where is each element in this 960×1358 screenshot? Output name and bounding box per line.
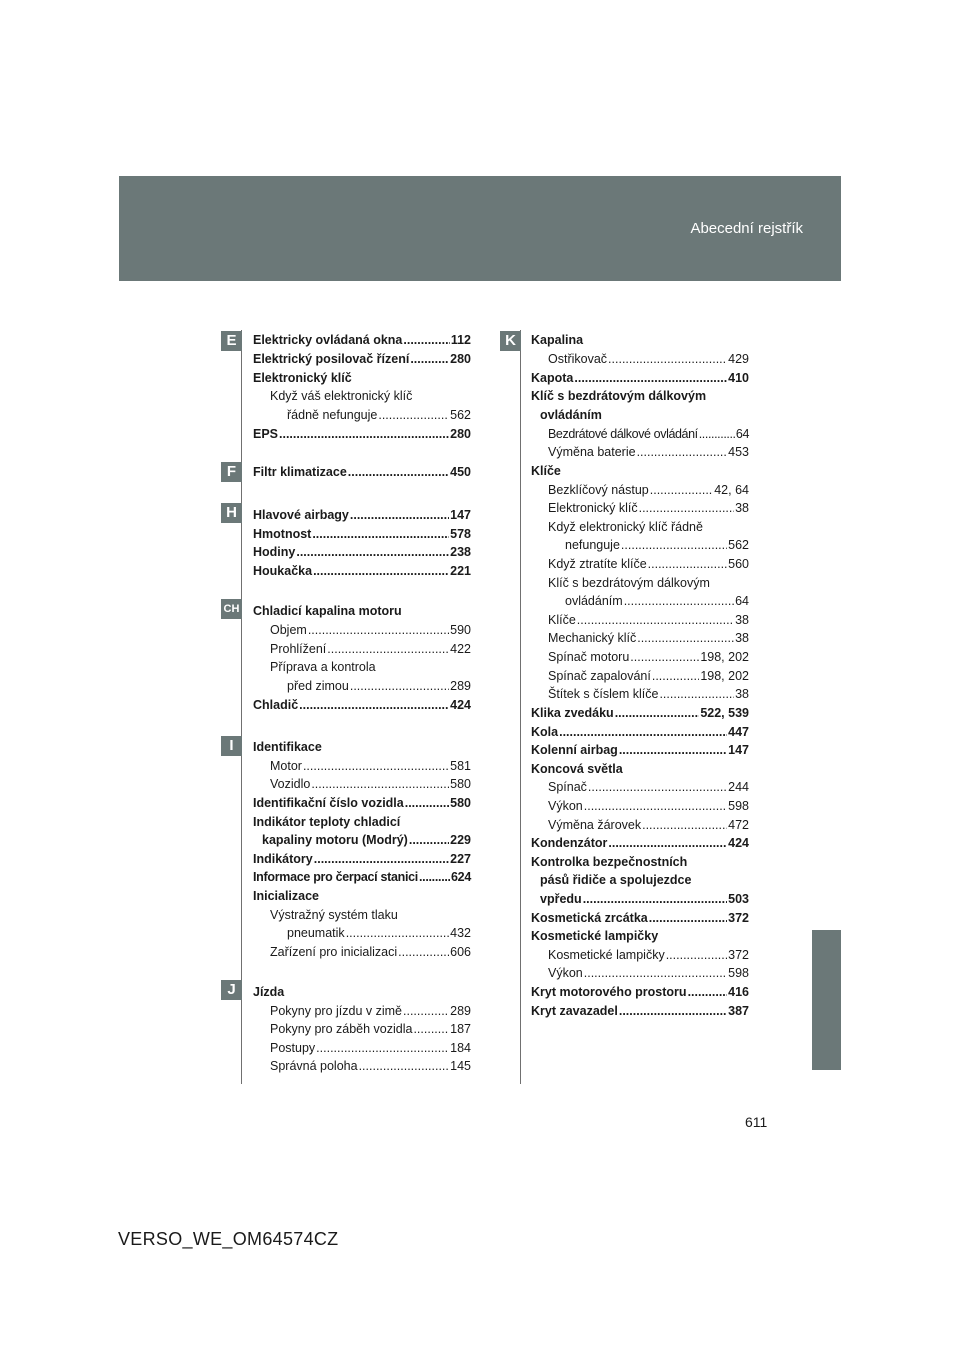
index-subentry: Správná poloha ..... 145	[253, 1057, 471, 1076]
index-entry: Inicializace	[253, 889, 320, 903]
index-subentry: Pokyny pro záběh vozidla ..... 187	[253, 1020, 471, 1039]
letter-marker-h: H	[221, 503, 242, 523]
index-subentry: Vozidlo ..... 580	[253, 775, 471, 794]
index-entry: Elektricky ovládaná okna ..... 112	[253, 331, 471, 350]
index-entry: Kosmetická zrcátka ..... 372	[531, 909, 749, 928]
index-subentry: Mechanický klíč ..... 38	[531, 629, 749, 648]
index-subentry: Postupy ..... 184	[253, 1039, 471, 1058]
section-title: Abecední rejstřík	[690, 220, 803, 237]
index-subentry: Spínač zapalování ..... 198, 202	[531, 667, 749, 686]
index-entry: Klíč s bezdrátovým dálkovým	[531, 389, 707, 403]
index-entry: EPS ..... 280	[253, 425, 471, 444]
index-subentry: nefunguje ..... 562	[531, 536, 749, 555]
index-entry: Kontrolka bezpečnostních	[531, 855, 688, 869]
index-subentry: Výkon ..... 598	[531, 964, 749, 983]
column-rule-right	[520, 330, 521, 1084]
index-entry: Identifikační číslo vozidla ..... 580	[253, 794, 471, 813]
index-entry: Identifikace	[253, 740, 322, 754]
index-subentry: Výměna baterie ..... 453	[531, 443, 749, 462]
index-entry: Kola ..... 447	[531, 723, 749, 742]
index-subentry: pneumatik ..... 432	[253, 924, 471, 943]
index-entry-cont: ovládáním	[540, 408, 602, 422]
index-subentry: Pokyny pro jízdu v zimě ..... 289	[253, 1002, 471, 1021]
index-subentry: Objem ..... 590	[253, 621, 471, 640]
index-subentry: Bezdrátové dálkové ovládání ..... 64	[531, 425, 749, 444]
index-entry: Kondenzátor ..... 424	[531, 834, 749, 853]
index-subentry: Když váš elektronický klíč	[270, 389, 413, 403]
letter-marker-j: J	[221, 980, 242, 1000]
index-entry: Filtr klimatizace ..... 450	[253, 463, 471, 482]
index-subentry: Když ztratíte klíče ..... 560	[531, 555, 749, 574]
index-subentry: Prohlížení ..... 422	[253, 640, 471, 659]
index-subentry: Klíč s bezdrátovým dálkovým	[548, 576, 710, 590]
index-subentry: Spínač ..... 244	[531, 778, 749, 797]
index-entry: Informace pro čerpací stanici ..... 624	[253, 868, 471, 887]
letter-marker-i: I	[221, 736, 242, 756]
letter-marker-k: K	[500, 331, 521, 351]
index-entry: Indikátor teploty chladicí	[253, 815, 401, 829]
index-entry: Klíče	[531, 464, 561, 478]
index-subentry: Když elektronický klíč řádně	[548, 520, 703, 534]
index-entry: Klika zvedáku ..... 522, 539	[531, 704, 749, 723]
index-subentry: Výměna žárovek ..... 472	[531, 816, 749, 835]
chapter-side-tab	[812, 930, 841, 1070]
index-entry: Hlavové airbagy ..... 147	[253, 506, 471, 525]
document-code: VERSO_WE_OM64574CZ	[118, 1229, 339, 1249]
index-entry-cont: pásů řidiče a spolujezdce	[540, 873, 692, 887]
index-entry: Indikátory ..... 227	[253, 850, 471, 869]
index-entry: Houkačka ..... 221	[253, 562, 471, 581]
index-entry: Chladič ..... 424	[253, 696, 471, 715]
index-entry: Jízda	[253, 985, 285, 999]
index-entry: Elektronický klíč	[253, 371, 352, 385]
index-entry: Kryt motorového prostoru ..... 416	[531, 983, 749, 1002]
index-entry: Kryt zavazadel ..... 387	[531, 1002, 749, 1021]
index-entry: Kosmetické lampičky	[531, 929, 659, 943]
index-subentry: řádně nefunguje ..... 562	[253, 406, 471, 425]
index-entry: Kapalina	[531, 333, 584, 347]
index-subentry: Štítek s číslem klíče ..... 38	[531, 685, 749, 704]
index-subentry: Spínač motoru ..... 198, 202	[531, 648, 749, 667]
index-entry: Kapota ..... 410	[531, 369, 749, 388]
index-subentry: Výstražný systém tlaku	[270, 908, 398, 922]
index-subentry: Klíče ..... 38	[531, 611, 749, 630]
index-entry-cont: kapaliny motoru (Modrý) ..... 229	[253, 831, 471, 850]
index-entry: Koncová světla	[531, 762, 623, 776]
index-subentry: Zařízení pro inicializaci ..... 606	[253, 943, 471, 962]
page-number: 611	[745, 1114, 768, 1130]
column-rule-left	[241, 330, 242, 1084]
index-subentry: Kosmetické lampičky ..... 372	[531, 946, 749, 965]
index-subentry: Výkon ..... 598	[531, 797, 749, 816]
letter-marker-ch: CH	[221, 599, 242, 619]
index-subentry: Příprava a kontrola	[270, 660, 376, 674]
index-subentry: Motor ..... 581	[253, 757, 471, 776]
index-subentry: Elektronický klíč ..... 38	[531, 499, 749, 518]
section-header	[119, 176, 841, 281]
index-subentry: Bezklíčový nástup ..... 42, 64	[531, 481, 749, 500]
index-entry: Chladicí kapalina motoru	[253, 604, 402, 618]
index-entry: Elektrický posilovač řízení ..... 280	[253, 350, 471, 369]
index-entry-cont: vpředu ..... 503	[531, 890, 749, 909]
index-subentry: před zimou ..... 289	[253, 677, 471, 696]
index-subentry: ovládáním ..... 64	[531, 592, 749, 611]
index-entry: Hodiny ..... 238	[253, 543, 471, 562]
index-subentry: Ostřikovač ..... 429	[531, 350, 749, 369]
letter-marker-e: E	[221, 331, 242, 351]
index-entry: Hmotnost ..... 578	[253, 525, 471, 544]
letter-marker-f: F	[221, 462, 242, 482]
index-entry: Kolenní airbag ..... 147	[531, 741, 749, 760]
